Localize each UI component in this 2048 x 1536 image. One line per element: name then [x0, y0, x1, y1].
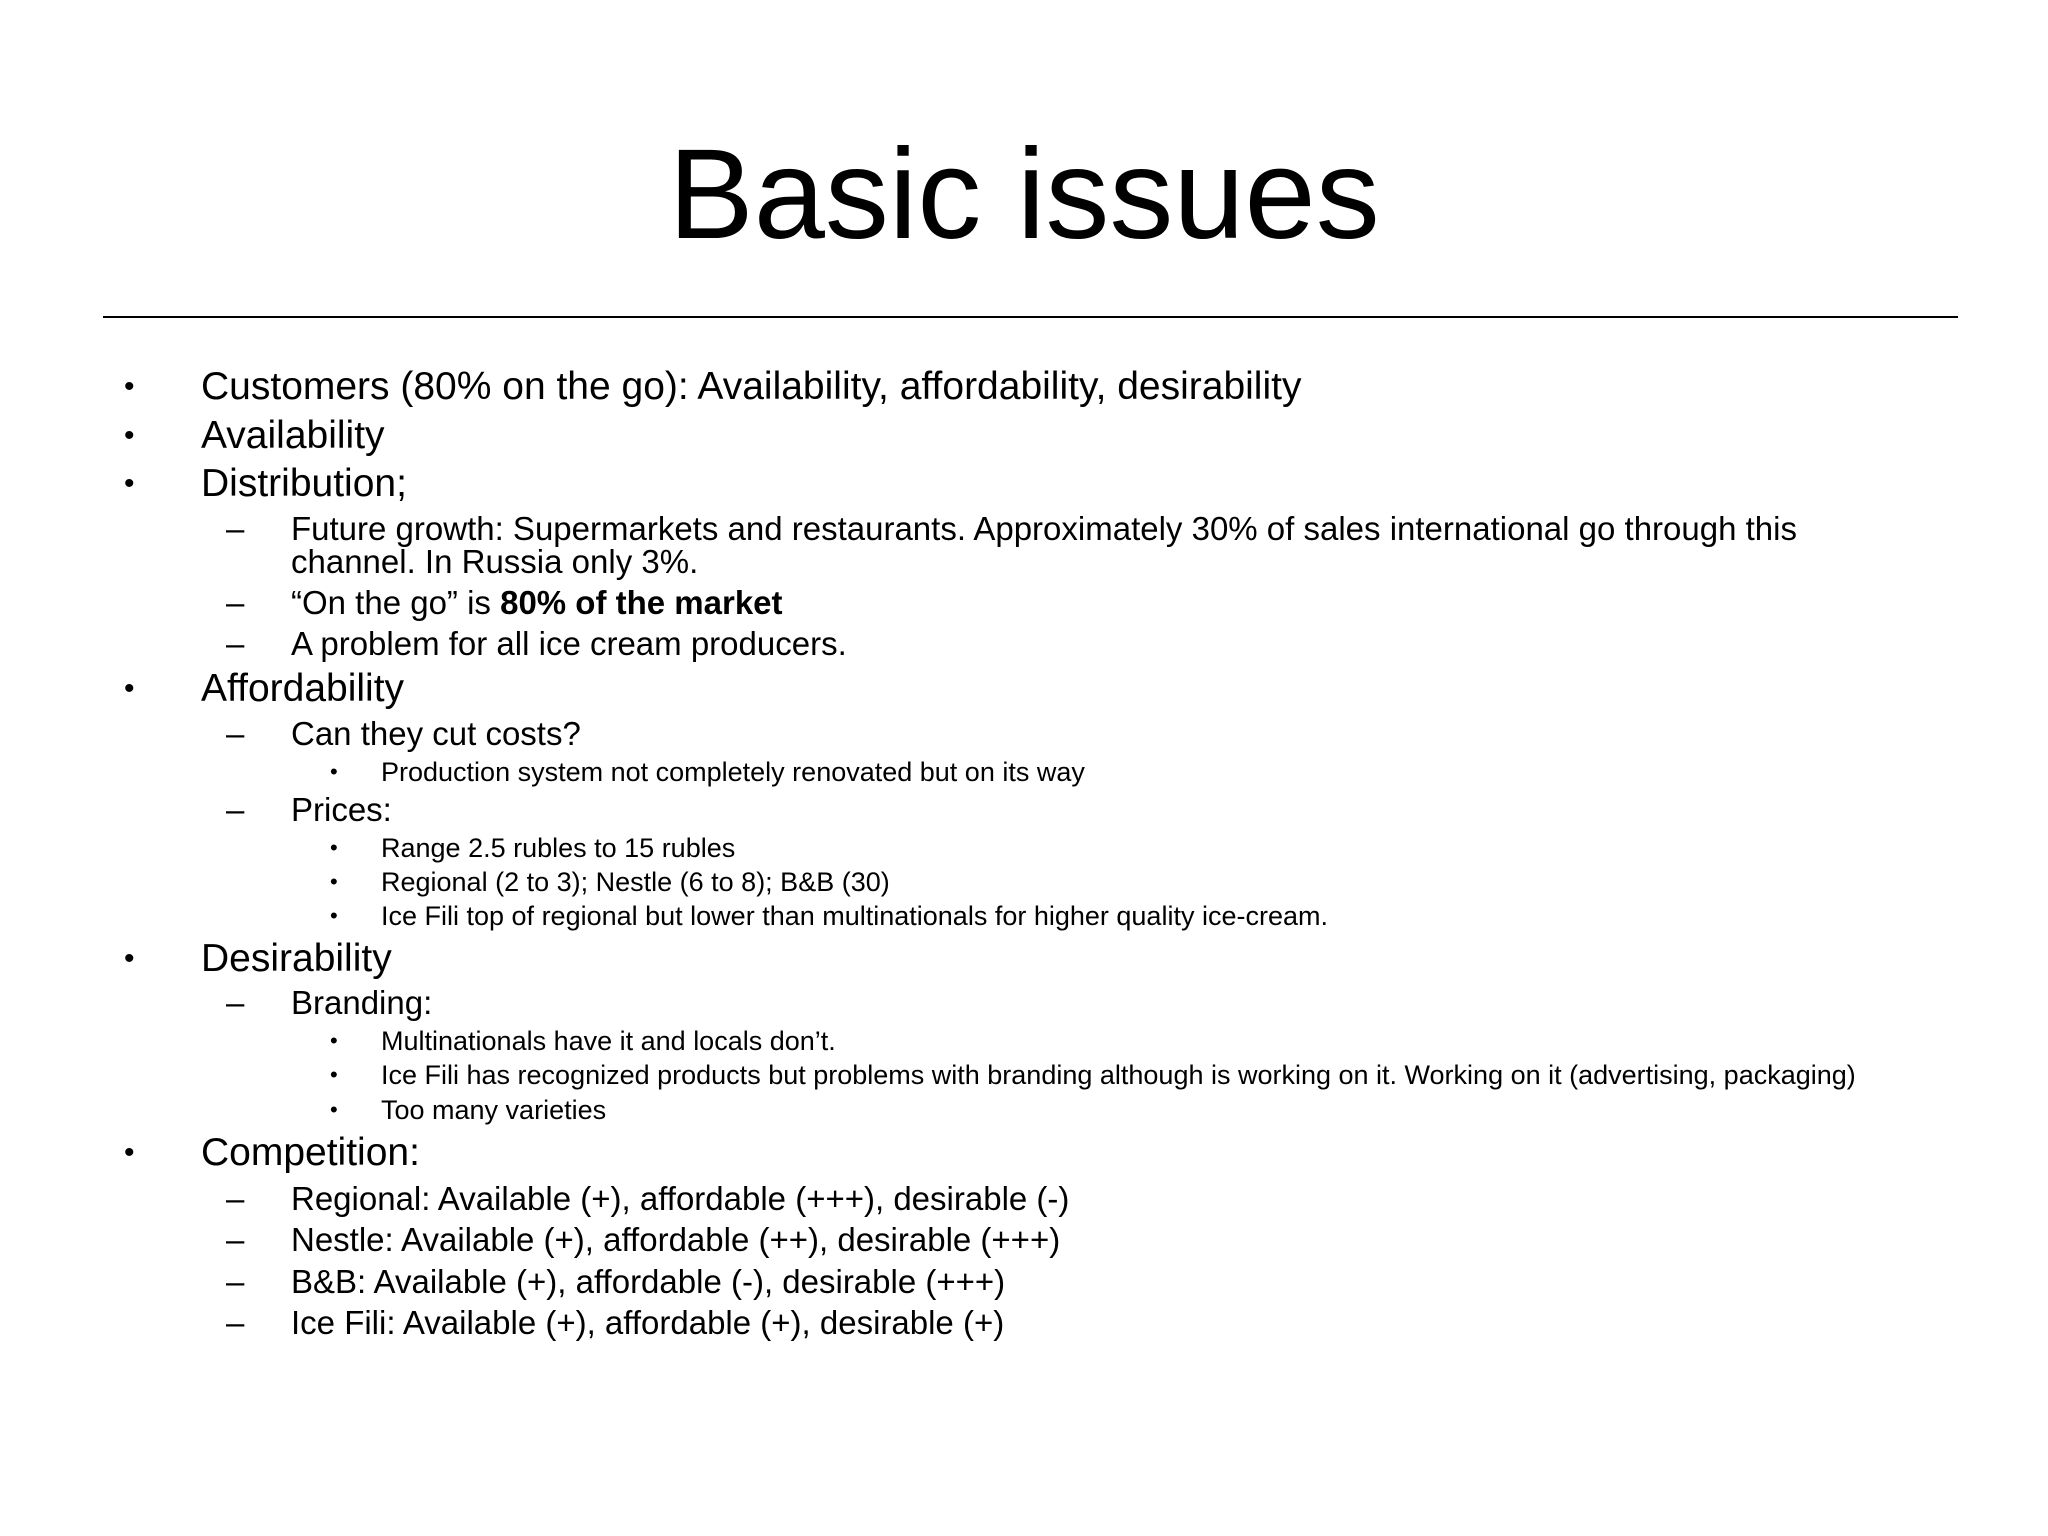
- bullet-marker: •: [330, 1028, 338, 1053]
- dash-marker: –: [226, 715, 245, 752]
- sub-sub-bullet-text: Ice Fili has recognized products but problems with branding although is working on it. Working on it (advertising, packaging): [381, 1060, 1856, 1090]
- bullet-text: Competition:: [201, 1131, 420, 1174]
- sub-sub-bullet-text: Production system not completely renovated but on its way: [381, 757, 1085, 787]
- sub-bullet-text: A problem for all ice cream producers.: [291, 625, 847, 662]
- bullet-marker: •: [124, 419, 135, 452]
- bullet-marker: •: [124, 1136, 135, 1169]
- sub-sub-bullet-text: Regional (2 to 3); Nestle (6 to 8); B&B (30): [381, 867, 890, 897]
- sub-bullet-text: Can they cut costs?: [291, 715, 581, 752]
- dash-marker: –: [226, 984, 245, 1021]
- bullet-marker: •: [124, 942, 135, 975]
- sub-bullet-text: Nestle: Available (+), affordable (++), desirable (+++): [291, 1221, 1061, 1258]
- sub-sub-bullet-text: Ice Fili top of regional but lower than multinationals for higher quality ice-cream.: [381, 901, 1328, 931]
- dash-marker: –: [226, 1180, 245, 1217]
- bullet-marker: •: [330, 1097, 338, 1122]
- slide-title: Basic issues: [668, 123, 1380, 266]
- bullet-marker: •: [330, 1062, 338, 1087]
- dash-marker: –: [226, 1263, 245, 1300]
- dash-marker: –: [226, 625, 245, 662]
- sub-sub-bullet-text: Range 2.5 rubles to 15 rubles: [381, 833, 736, 863]
- dash-marker: –: [226, 510, 245, 547]
- dash-marker: –: [226, 791, 245, 828]
- sub-bullet-text: “On the go” is 80% of the market: [291, 584, 783, 621]
- sub-bullet-text: Regional: Available (+), affordable (+++), desirable (-): [291, 1180, 1070, 1217]
- dash-marker: –: [226, 1304, 245, 1341]
- bullet-text: Desirability: [201, 937, 392, 980]
- bullet-marker: •: [124, 467, 135, 500]
- bullet-marker: •: [124, 370, 135, 403]
- bullet-marker: •: [330, 869, 338, 894]
- bullet-marker: •: [330, 903, 338, 928]
- sub-bullet-text: Branding:: [291, 984, 433, 1021]
- sub-bullet-text: B&B: Available (+), affordable (-), desirable (+++): [291, 1263, 1006, 1300]
- dash-marker: –: [226, 584, 245, 621]
- bullet-marker: •: [124, 672, 135, 705]
- title-divider: [103, 316, 1958, 318]
- sub-sub-bullet-text: Multinationals have it and locals don’t.: [381, 1026, 836, 1056]
- bullet-text: Customers (80% on the go): Availability, affordability, desirability: [201, 365, 1302, 408]
- sub-bullet-text: channel. In Russia only 3%.: [291, 543, 699, 580]
- emphasis-text: 80% of the market: [500, 584, 783, 621]
- bullet-marker: •: [330, 835, 338, 860]
- sub-sub-bullet-text: Too many varieties: [381, 1095, 607, 1125]
- bullet-marker: •: [330, 759, 338, 784]
- bullet-text: Distribution;: [201, 462, 407, 505]
- bullet-text: Availability: [201, 414, 385, 457]
- dash-marker: –: [226, 1221, 245, 1258]
- sub-bullet-text: Future growth: Supermarkets and restaurants. Approximately 30% of sales international go through this: [291, 510, 1797, 547]
- sub-bullet-text: Ice Fili: Available (+), affordable (+), desirable (+): [291, 1304, 1005, 1341]
- bullet-text: Affordability: [201, 667, 405, 710]
- sub-bullet-text: Prices:: [291, 791, 392, 828]
